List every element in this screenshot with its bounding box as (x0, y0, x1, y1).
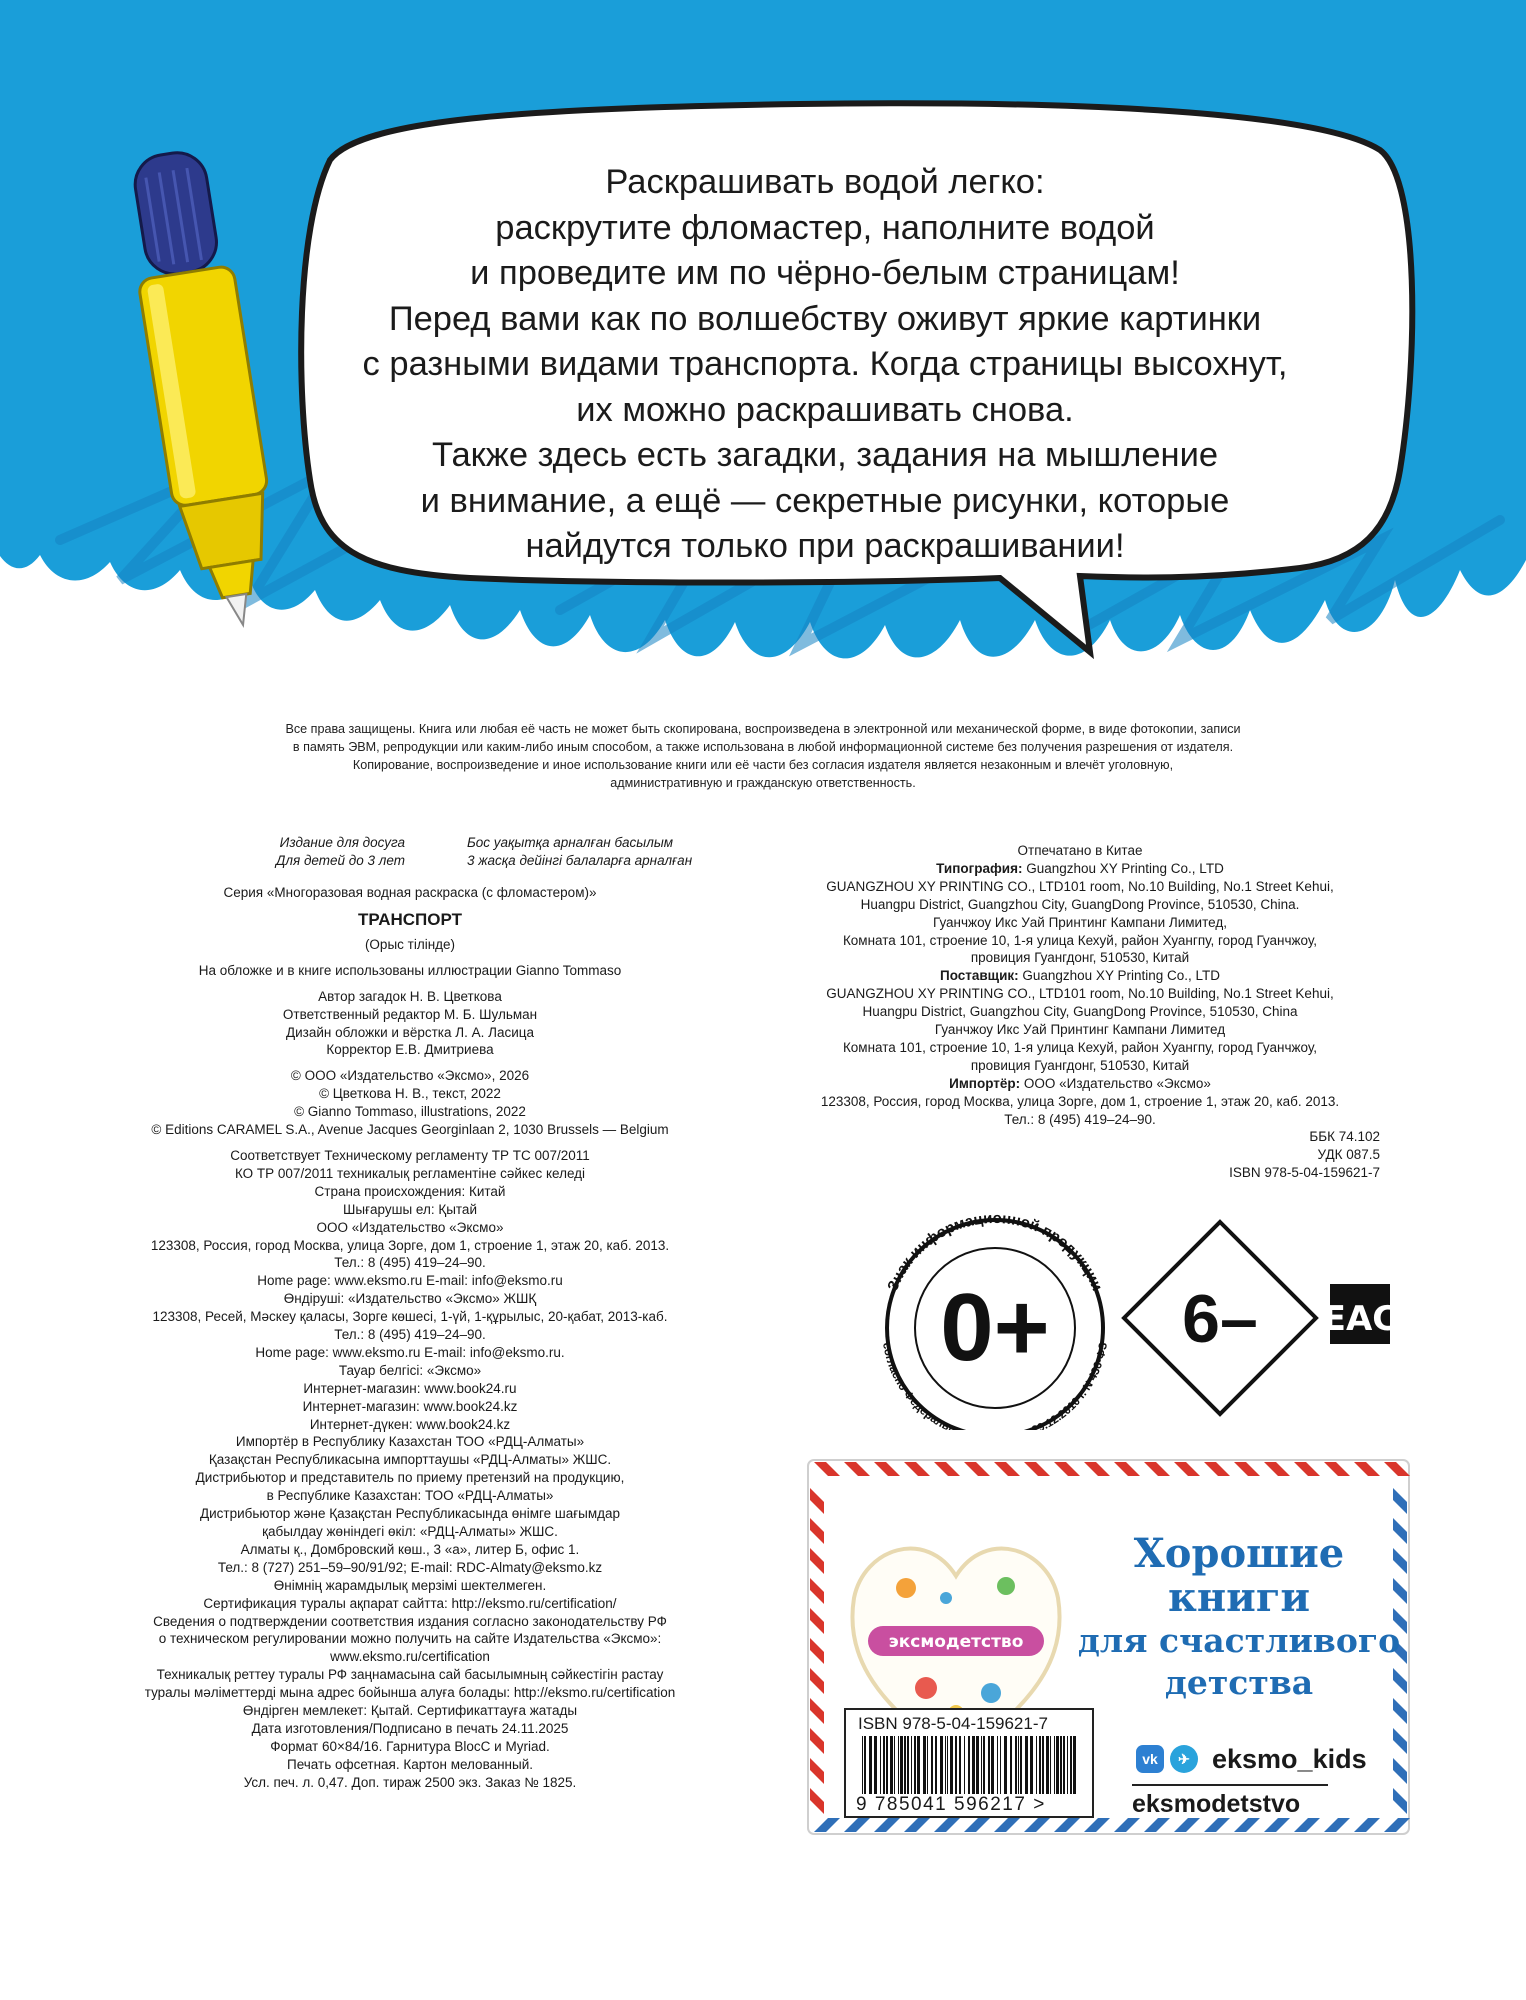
barcode-number: 9 785041 596217 > (856, 1794, 1046, 1815)
barcode-bar (883, 1736, 885, 1794)
supplier-line: Гуанчжоу Икс Уай Принтинг Кампани Лимитед (934, 1022, 1226, 1038)
barcode-bar (927, 1736, 928, 1794)
barcode-bar (900, 1736, 903, 1794)
barcode-bar (1020, 1736, 1022, 1794)
info-line: Қазақстан Республикасына импорттаушы «РДЦ-Алматы» ЖШС. (208, 1452, 612, 1468)
barcode-bars (856, 1736, 1086, 1794)
classification-line: ISBN 978-5-04-159621-7 (1229, 1164, 1380, 1180)
info-line: Дата изготовления/Подписано в печать 24.11.2025 (251, 1720, 569, 1736)
copyright-line: © Gianno Tommaso, illustrations, 2022 (294, 1104, 526, 1120)
site-name: eksmodetstvo (1132, 1790, 1301, 1818)
genre-ru: Издание для досуга (279, 835, 405, 850)
barcode-bar (983, 1736, 985, 1794)
age-rating-0plus: 0+ (940, 1274, 1050, 1381)
bubble-line: их можно раскрашивать снова. (576, 390, 1074, 429)
barcode-bar (907, 1736, 909, 1794)
barcode-bar (940, 1736, 943, 1794)
info-line: Өндірген мемлекет: Қытай. Сертификаттауға жатады (242, 1703, 578, 1719)
barcode-bar (988, 1736, 990, 1794)
barcode-bar (880, 1736, 881, 1794)
barcode-bar (886, 1736, 888, 1794)
info-product-seal (880, 1210, 1110, 1430)
bubble-line: с разными видами транспорта. Когда страницы высохнут, (362, 345, 1288, 383)
info-line: Алматы қ., Домбровский көш., 3 «а», литер Б, офис 1. (240, 1541, 580, 1557)
age-mark-6: 6– (1182, 1281, 1258, 1357)
barcode-bar (964, 1736, 965, 1794)
slogan (1074, 1532, 1404, 1704)
barcode-bar (862, 1736, 863, 1794)
info-line: Соответствует Техническому регламенту ТР ТС 007/2011 (230, 1147, 590, 1163)
credit-line: Дизайн обложки и вёрстка Л. А. Ласица (285, 1024, 535, 1040)
hero-section (0, 0, 1526, 700)
copyrights-list (110, 1067, 710, 1139)
typography-line: Huangpu District, Guangzhou City, GuangDong Province, 510530, China. (860, 896, 1300, 912)
credit-line: Корректор Е.В. Дмитриева (326, 1042, 494, 1058)
slogan-line-1: Хорошие (1133, 1530, 1345, 1577)
barcode-bar (1056, 1736, 1059, 1794)
barcode-bar (935, 1736, 937, 1794)
eac-icon (1323, 1284, 1398, 1344)
info-line: Дистрибьютор и представитель по приему претензий на продукцию, (195, 1470, 625, 1486)
isbn-barcode (844, 1708, 1094, 1818)
copyright-line: © Цветкова Н. В., текст, 2022 (319, 1086, 501, 1102)
book-title: ТРАНСПОРТ (357, 909, 462, 929)
illustrations-line: На обложке и в книге использованы иллюстрации Gianno Tommaso (198, 962, 622, 978)
info-line: қабылдау жөніндегі өкіл: «РДЦ-Алматы» ЖШС. (262, 1524, 558, 1539)
barcode-bar (972, 1736, 975, 1794)
barcode-bar (923, 1736, 926, 1794)
info-line: Импортёр в Республику Казахстан ТОО «РДЦ-Алматы» (235, 1434, 585, 1450)
barcode-bar (1018, 1736, 1019, 1794)
bubble-line: найдутся только при раскрашивании! (525, 527, 1125, 565)
info-line: в Республике Казахстан: ТОО «РДЦ-Алматы» (266, 1488, 554, 1504)
barcode-bar (864, 1736, 866, 1794)
info-line: www.eksmo.ru/certification (330, 1649, 490, 1665)
info-line: Өнімнің жарамдылық мерзімі шектелмеген. (273, 1577, 547, 1593)
barcode-bar (1050, 1736, 1051, 1794)
info-line: Home page: www.eksmo.ru E-mail: info@eksmo.ru (257, 1273, 563, 1289)
barcode-bar (1042, 1736, 1044, 1794)
supplier-line: GUANGZHOU XY PRINTING CO., LTD101 room, No.10 Building, No.1 Street Kehui, (826, 986, 1334, 1002)
age-diamond-mark (1124, 1222, 1316, 1414)
info-line: 123308, Ресей, Мәскеу қаласы, Зорге көшесі, 1-үй, 1-құрылыс, 20-қабат, 2013-каб. (152, 1309, 668, 1325)
social-handle: eksmo_kids (1212, 1743, 1367, 1774)
info-line: о техническом регулировании можно получить на сайте Издательства «Эксмо»: (158, 1631, 662, 1647)
barcode-bar (894, 1736, 895, 1794)
info-line: Тауар белгісі: «Эксмо» (338, 1362, 482, 1378)
barcode-bar (1015, 1736, 1017, 1794)
info-line: Печать офсетная. Картон мелованный. (287, 1756, 533, 1772)
imprint-right-column (760, 842, 1400, 1129)
language-line: (Орыс тілінде) (364, 936, 456, 952)
info-line: Сведения о подтверждении соответствия издания согласно законодательству РФ (153, 1613, 667, 1629)
bubble-line: и внимание, а ещё — секретные рисунки, которые (420, 481, 1230, 520)
card-divider (1132, 1784, 1328, 1786)
legal-line: административную и гражданскую ответственность. (610, 776, 916, 790)
info-line: Дистрибьютор және Қазақстан Республикасында өнімге шағымдар (199, 1506, 621, 1522)
typography-line: Типография: Guangzhou XY Printing Co., LTD (936, 860, 1224, 876)
barcode-bar (1046, 1736, 1049, 1794)
info-line: КО ТР 007/2011 техникалық регламентіне сәйкес келеді (234, 1165, 586, 1181)
social-links (1136, 1742, 1367, 1776)
info-line: Сертификация туралы ақпарат сайтта: http://eksmo.ru/certification/ (203, 1595, 617, 1611)
credit-line: Ответственный редактор М. Б. Шульман (282, 1006, 538, 1022)
typography-line: Гуанчжоу Икс Уай Принтинг Кампани Лимитед, (933, 914, 1227, 930)
barcode-bar (874, 1736, 877, 1794)
bubble-line: Перед вами как по волшебству оживут яркие картинки (388, 299, 1262, 338)
publisher-card (806, 1458, 1411, 1836)
barcode-bar (1004, 1736, 1007, 1794)
typography-address (760, 878, 1400, 968)
barcode-bar (931, 1736, 933, 1794)
copyright-line: © Editions CARAMEL S.A., Avenue Jacques Georginlaan 2, 1030 Brussels — Belgium (151, 1122, 669, 1138)
barcode-bar (1030, 1736, 1033, 1794)
barcode-isbn: ISBN 978-5-04-159621-7 (858, 1714, 1048, 1733)
barcode-bar (1039, 1736, 1041, 1794)
barcode-bar (1054, 1736, 1055, 1794)
age-kz: 3 жасқа дейінгі балаларға арналған (467, 853, 693, 868)
supplier-line: Поставщик: Guangzhou XY Printing Co., LTD (939, 968, 1220, 984)
vk-icon[interactable]: vk (1136, 1745, 1164, 1773)
info-line: Тел.: 8 (495) 419–24–90. (334, 1255, 486, 1271)
bubble-line: и проведите им по чёрно-белым страницам! (470, 254, 1180, 292)
barcode-bar (1060, 1736, 1062, 1794)
age-ru: Для детей до 3 лет (275, 853, 405, 868)
genre-kz: Бос уақытқа арналған басылым (467, 835, 674, 850)
eac-label: EAC (1322, 1299, 1398, 1339)
barcode-bar (917, 1736, 920, 1794)
barcode-bar (968, 1736, 970, 1794)
barcode-bar (890, 1736, 893, 1794)
barcode-bar (911, 1736, 912, 1794)
barcode-bar (955, 1736, 957, 1794)
supplier-line: Huangpu District, Guangzhou City, GuangDong Province, 510530, China (862, 1004, 1298, 1020)
typography-line: GUANGZHOU XY PRINTING CO., LTD101 room, No.10 Building, No.1 Street Kehui, (826, 878, 1334, 894)
slogan-line-2: книги (1167, 1574, 1310, 1621)
info-line: Интернет-дүкен: www.book24.kz (309, 1416, 511, 1432)
printed-in: Отпечатано в Китае (1017, 843, 1143, 858)
info-line: ООО «Издательство «Эксмо» (316, 1219, 504, 1235)
barcode-bar (947, 1736, 948, 1794)
bubble-line: Также здесь есть загадки, задания на мышление (431, 436, 1219, 474)
importer-line: Тел.: 8 (495) 419–24–90. (1004, 1111, 1156, 1127)
info-line: Интернет-магазин: www.book24.kz (302, 1398, 518, 1414)
info-line: Интернет-магазин: www.book24.ru (303, 1380, 517, 1396)
info-line: Формат 60×84/16. Гарнитура BlocC и Myriad. (270, 1738, 550, 1754)
barcode-bar (1067, 1736, 1068, 1794)
barcode-bar (869, 1736, 872, 1794)
barcode-bar (959, 1736, 961, 1794)
barcode-bar (976, 1736, 979, 1794)
supplier-address (760, 985, 1400, 1075)
barcode-bar (1073, 1736, 1076, 1794)
bubble-line: Раскрашивать водой легко: (605, 163, 1045, 201)
seal-top-text: Знак информационной продукции (884, 1210, 1106, 1294)
info-line: Шығарушы ел: Қытай (343, 1201, 477, 1217)
info-line: Усл. печ. л. 0,47. Доп. тираж 2500 экз. Заказ № 1825. (243, 1774, 577, 1790)
copyright-notice (140, 720, 1386, 792)
barcode-bar (1063, 1736, 1065, 1794)
typography-line: провиция Гуангдонг, 510530, Китай (970, 950, 1190, 966)
bubble-line: раскрутите фломастер, наполните водой (495, 208, 1155, 247)
barcode-bar (997, 1736, 998, 1794)
barcode-bar (1036, 1736, 1037, 1794)
importer-line: 123308, Россия, город Москва, улица Зорге, дом 1, строение 1, этаж 20, каб. 2013. (820, 1093, 1340, 1109)
credit-line: Автор загадок Н. В. Цветкова (318, 988, 502, 1004)
barcode-bar (1000, 1736, 1001, 1794)
info-line: Тел.: 8 (727) 251–59–90/91/92; E-mail: RDC-Almaty@eksmo.kz (217, 1559, 603, 1575)
series-line: Серия «Многоразовая водная раскраска (с фломастером)» (223, 885, 597, 900)
slogan-line-3: для счастливого (1077, 1621, 1401, 1660)
info-line: 123308, Россия, город Москва, улица Зорге, дом 1, строение 1, этаж 20, каб. 2013. (150, 1237, 670, 1253)
slogan-line-4: детства (1164, 1663, 1314, 1702)
imprint-left-column (110, 884, 710, 1792)
credits-list (110, 988, 710, 1060)
info-line: туралы мәліметтерді мына адрес бойынша алуға болады: http://eksmo.ru/certification (144, 1685, 676, 1701)
legal-line: в память ЭВМ, репродукции или каким-либо иным способом, а также использована в любой информационной системе без получения разрешения от издателя. (292, 740, 1234, 754)
legal-line: Копирование, воспроизведение и иное использование книги или её части без согласия издателя является незаконным и влечёт уголовную, (352, 758, 1174, 772)
barcode-bar (1025, 1736, 1028, 1794)
publisher-info-list (110, 1147, 710, 1792)
classification-line: ББК 74.102 (1309, 1129, 1380, 1144)
barcode-bar (904, 1736, 906, 1794)
info-line: Өндіруші: «Издательство «Эксмо» ЖШҚ (283, 1291, 537, 1307)
importer-line: Импортёр: ООО «Издательство «Эксмо» (949, 1075, 1211, 1091)
seal-bottom-text: согласно Федеральн 9.12.2010 г. N 436-ФЗ (880, 1341, 1110, 1430)
barcode-bar (981, 1736, 982, 1794)
telegram-icon[interactable]: ✈ (1170, 1745, 1198, 1773)
barcode-bar (914, 1736, 916, 1794)
info-line: Тел.: 8 (495) 419–24–90. (334, 1327, 486, 1343)
info-line: Страна происхождения: Китай (314, 1183, 506, 1199)
barcode-bar (1010, 1736, 1012, 1794)
barcode-bar (950, 1736, 953, 1794)
logo-text: эксмодетство (888, 1632, 1024, 1652)
bubble-text (305, 160, 1345, 570)
supplier-line: Комната 101, строение 10, 1-я улица Кехуй, район Хуангпу, город Гуанчжоу, (842, 1039, 1318, 1055)
barcode-bar (991, 1736, 994, 1794)
edition-genre (240, 834, 720, 870)
certification-marks (860, 1210, 1420, 1430)
info-line: Техникалық реттеу туралы РФ заңнамасына сай басылымның сәйкестігін растау (156, 1667, 664, 1683)
importer-address (760, 1093, 1400, 1129)
barcode-bar (898, 1736, 899, 1794)
supplier-line: провиция Гуангдонг, 510530, Китай (970, 1057, 1190, 1073)
legal-line: Все права защищены. Книга или любая её часть не может быть скопирована, воспроизведена в электронной или механической форме, в виде фотокопии, записи (285, 722, 1241, 736)
barcode-bar (1070, 1736, 1072, 1794)
classification-line: УДК 087.5 (1317, 1146, 1380, 1162)
barcode-bar (945, 1736, 946, 1794)
copyright-line: © ООО «Издательство «Эксмо», 2026 (290, 1068, 530, 1084)
info-line: Home page: www.eksmo.ru E-mail: info@eksmo.ru. (255, 1344, 565, 1360)
typography-line: Комната 101, строение 10, 1-я улица Кехуй, район Хуангпу, город Гуанчжоу, (842, 932, 1318, 948)
classification-codes (1100, 1128, 1380, 1182)
